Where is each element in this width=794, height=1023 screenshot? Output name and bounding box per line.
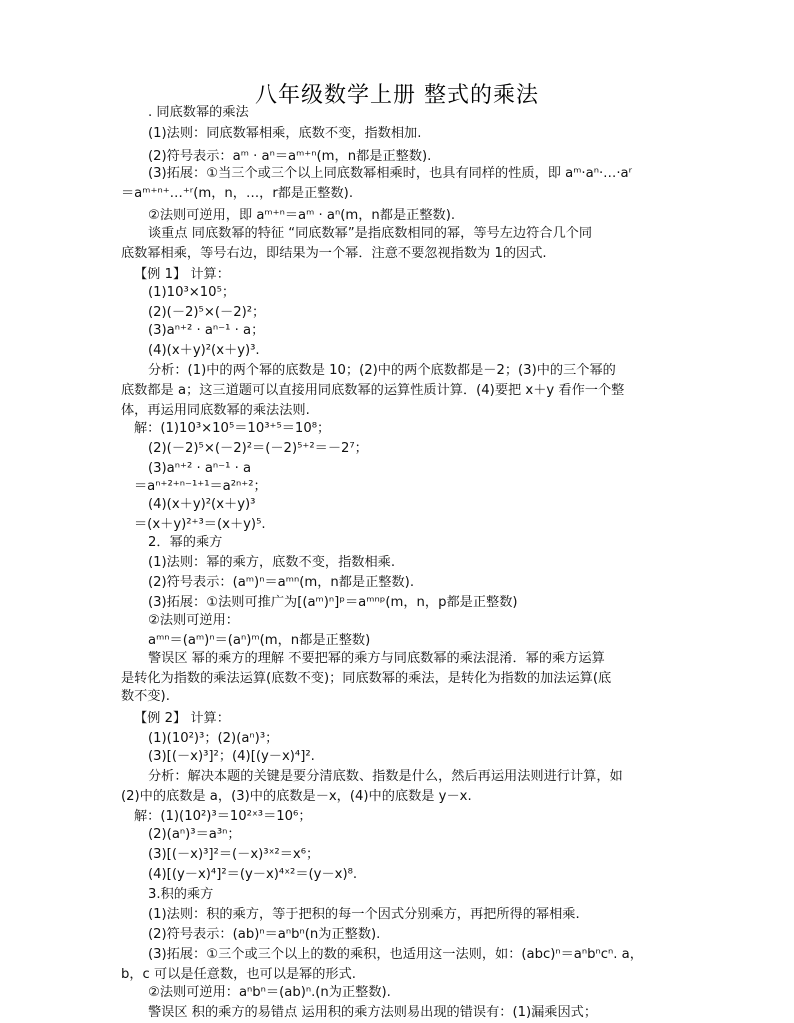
text-line: 谈重点 同底数幂的特征 “同底数幂”是指底数相同的幂，等号左边符合几个同 [148, 226, 593, 241]
text-line: (3)aⁿ⁺² · aⁿ⁻¹ · a； [148, 323, 265, 338]
text-line: 体，再运用同底数幂的乘法法则. [121, 403, 310, 418]
text-line: 分析：(1)中的两个幂的底数是 10；(2)中的两个底数都是－2；(3)中的三个幂的 [148, 363, 616, 378]
text-line: ＝aᵐ⁺ⁿ⁺…⁺ʳ(m，n，…，r都是正整数). [121, 186, 354, 201]
text-line: 底数幂相乘，等号右边，即结果为一个幂．注意不要忽视指数为 1的因式. [121, 246, 547, 261]
text-line: (2)符号表示：(aᵐ)ⁿ＝aᵐⁿ(m，n都是正整数). [148, 575, 415, 590]
text-line: (1)(10²)³；(2)(aⁿ)³； [148, 731, 279, 746]
text-line: (2)(－2)⁵×(－2)²； [148, 305, 266, 320]
text-line: (4)(x＋y)²(x＋y)³ [148, 497, 256, 512]
text-line: (3)拓展：①法则可推广为[(aᵐ)ⁿ]ᵖ＝aᵐⁿᵖ(m，n，p都是正整数) [148, 595, 518, 610]
text-line: ②法则可逆用：aⁿbⁿ＝(ab)ⁿ.(n为正整数). [148, 985, 391, 1000]
text-line: (3)拓展：①三个或三个以上的数的乘积，也适用这一法则，如：(abc)ⁿ＝aⁿbⁿcⁿ. a， [148, 947, 643, 962]
text-line: (3)[(－x)³]²＝(－x)³ˣ²＝x⁶； [148, 847, 320, 862]
text-line: ②法则可逆用： [148, 613, 239, 628]
text-line: . 同底数幂的乘法 [148, 105, 249, 120]
text-line: (2)符号表示：aᵐ · aⁿ＝aᵐ⁺ⁿ(m，n都是正整数). [148, 149, 432, 164]
text-line: ②法则可逆用，即 aᵐ⁺ⁿ＝aᵐ · aⁿ(m，n都是正整数). [148, 208, 456, 223]
text-line: 3.积的乘方 [148, 887, 214, 902]
text-line: 【例 1】 计算： [134, 267, 230, 282]
text-line: 是转化为指数的乘法运算(底数不变)；同底数幂的乘法，是转化为指数的加法运算(底 [121, 671, 612, 686]
text-line: 警误区 幂的乘方的理解 不要把幂的乘方与同底数幂的乘法混淆．幂的乘方运算 [148, 651, 605, 666]
text-line: (3)aⁿ⁺² · aⁿ⁻¹ · a [148, 461, 252, 476]
text-line: 数不变). [121, 689, 170, 704]
text-line: b，c 可以是任意数，也可以是幂的形式. [121, 967, 357, 982]
text-line: (4)[(y－x)⁴]²＝(y－x)⁴ˣ²＝(y－x)⁸. [148, 867, 358, 882]
text-line: (3)拓展：①当三个或三个以上同底数幂相乘时，也具有同样的性质，即 aᵐ·aⁿ·…·aʳ [148, 166, 633, 181]
text-line: 解：(1)10³×10⁵＝10³⁺⁵＝10⁸； [134, 421, 331, 436]
text-line: 2．幂的乘方 [148, 535, 223, 550]
text-line: ＝(x＋y)²⁺³＝(x＋y)⁵. [134, 517, 266, 532]
text-line: (1)10³×10⁵； [148, 285, 236, 300]
text-line: 警误区 积的乘方的易错点 运用积的乘方法则易出现的错误有：(1)漏乘因式； [148, 1005, 598, 1020]
text-line: (1)法则：积的乘方，等于把积的每一个因式分别乘方，再把所得的幂相乘. [148, 907, 580, 922]
text-line: (2)(－2)⁵×(－2)²＝(－2)⁵⁺²＝－2⁷； [148, 441, 368, 456]
text-line: 分析：解决本题的关键是要分清底数、指数是什么，然后再运用法则进行计算，如 [148, 769, 623, 784]
page-title: 八年级数学上册 整式的乘法 [255, 83, 539, 108]
text-line: 底数都是 a；这三道题可以直接用同底数幂的运算性质计算．(4)要把 x＋y 看作一个整 [121, 383, 625, 398]
text-line: (1)法则：幂的乘方，底数不变，指数相乘. [148, 555, 396, 570]
text-line: (2)(aⁿ)³＝a³ⁿ； [148, 827, 241, 842]
text-line: 【例 2】 计算： [134, 711, 230, 726]
text-line: aᵐⁿ＝(aᵐ)ⁿ＝(aⁿ)ᵐ(m，n都是正整数) [148, 633, 371, 648]
text-line: (4)(x＋y)²(x＋y)³. [148, 343, 260, 358]
text-line: ＝aⁿ⁺²⁺ⁿ⁻¹⁺¹＝a²ⁿ⁺²； [134, 479, 267, 494]
text-line: (3)[(－x)³]²；(4)[(y－x)⁴]². [148, 749, 315, 764]
text-line: (2)符号表示：(ab)ⁿ＝aⁿbⁿ(n为正整数). [148, 927, 381, 942]
text-line: (1)法则：同底数幂相乘，底数不变，指数相加. [148, 126, 422, 141]
text-line: (2)中的底数是 a，(3)中的底数是－x，(4)中的底数是 y－x. [121, 789, 472, 804]
text-line: 解：(1)(10²)³＝10²ˣ³＝10⁶； [134, 809, 312, 824]
